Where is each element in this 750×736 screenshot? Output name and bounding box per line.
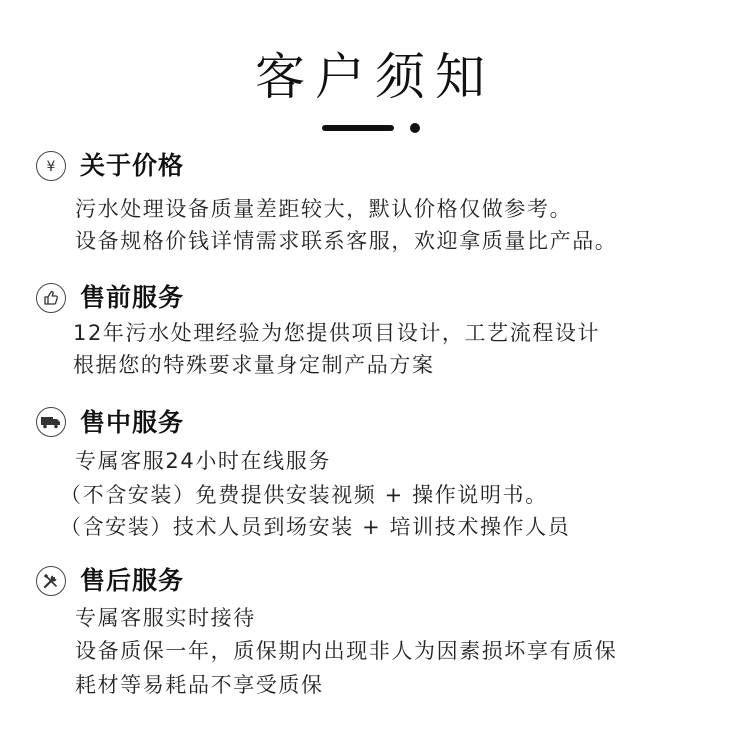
truck-icon: [36, 407, 66, 437]
yen-icon: [36, 151, 66, 181]
svg-text:¥: ¥: [46, 159, 56, 175]
presale-line-1: 12年污水处理经验为您提供项目设计，工艺流程设计: [73, 321, 601, 345]
insale-line-1: 专属客服24小时在线服务: [75, 449, 331, 473]
price-line-2: 设备规格价钱详情需求联系客服，欢迎拿质量比产品。: [75, 229, 618, 253]
section-title-insale: 售中服务: [80, 408, 185, 437]
aftersale-line-2: 设备质保一年，质保期内出现非人为因素损坏享有质保: [75, 639, 618, 663]
price-line-1: 污水处理设备质量差距较大，默认价格仅做参考。: [75, 197, 573, 221]
insale-line-2: （不含安装）免费提供安装视频 + 操作说明书。: [60, 483, 548, 507]
section-title-price: 关于价格: [80, 151, 185, 180]
thumbs-up-icon: [36, 283, 66, 313]
insale-line-3: （含安装）技术人员到场安装 + 培训技术操作人员: [60, 515, 571, 539]
aftersale-line-1: 专属客服实时接待: [75, 606, 256, 630]
section-title-presale: 售前服务: [80, 283, 185, 312]
aftersale-line-3: 耗材等易耗品不享受质保: [75, 673, 324, 697]
tools-icon: [36, 566, 66, 596]
title-underline: [322, 125, 394, 131]
page-title: 客户须知: [255, 48, 495, 106]
section-title-aftersale: 售后服务: [80, 566, 185, 595]
title-dot: [410, 123, 420, 133]
presale-line-2: 根据您的特殊要求量身定制产品方案: [73, 353, 435, 377]
